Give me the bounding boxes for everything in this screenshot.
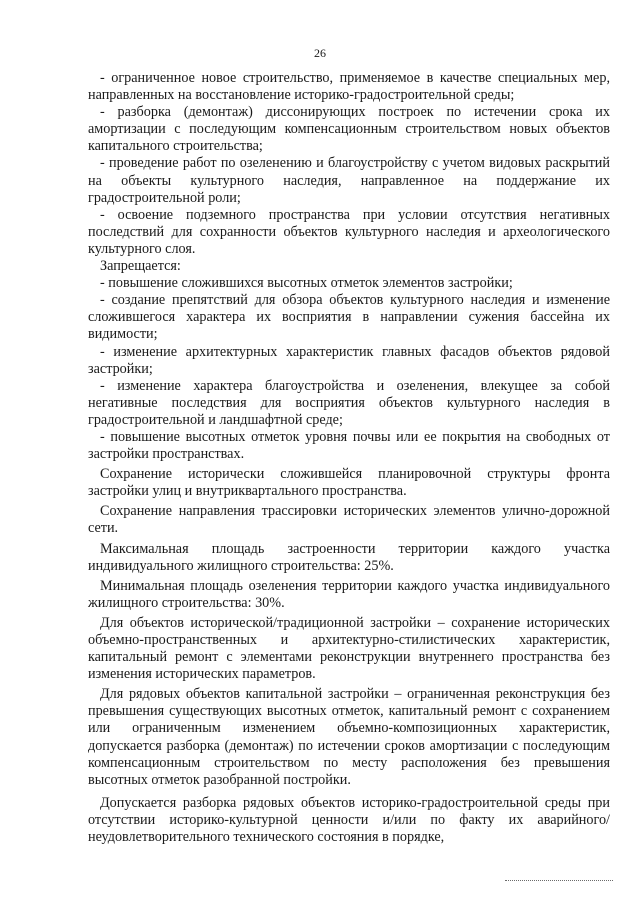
paragraph: - изменение характера благоустройства и озеленения, влекущее за собой негативные последствия для восприятия объектов культурного наследия в градостроительной и ландшафтной среде; [88, 377, 610, 428]
paragraph: - изменение архитектурных характеристик главных фасадов объектов рядовой застройки; [88, 343, 610, 377]
paragraph: Для рядовых объектов капитальной застройки – ограниченная реконструкция без превышения существующих высотных отметок, капитальный ремонт с сохранением или ограниченным изменением объемно-композиционных характеристик, допускается разборка (демонтаж) по истечении сроков амортизации с последующим компенсационным строительством по месту расположения без превышения высотных отметок разобранной постройки. [88, 686, 610, 788]
paragraph: - разборка (демонтаж) диссонирующих построек по истечении срока их амортизации с последующим компенсационным строительством новых объектов капитального строительства; [88, 104, 610, 155]
paragraph: - создание препятствий для обзора объектов культурного наследия и изменение сложившегося характера их восприятия в направлении сужения бассейна их видимости; [88, 292, 610, 343]
paragraph: Максимальная площадь застроенности территории каждого участка индивидуального жилищного строительства: 25%. [88, 540, 610, 574]
paragraph: Для объектов исторической/традиционной застройки – сохранение исторических объемно-пространственных и архитектурно-стилистических характеристик, капитальный ремонт с элементами реконструкции внутреннего пространства без изменения исторических параметров. [88, 614, 610, 683]
paragraph: Допускается разборка рядовых объектов историко-градостроительной среды при отсутствии историко-культурной ценности и/или по факту их аварийного/неудовлетворительного технического состояния в порядке, [88, 794, 610, 846]
paragraph: Минимальная площадь озеленения территории каждого участка индивидуального жилищного строительства: 30%. [88, 577, 610, 611]
paragraph: Сохранение направления трассировки исторических элементов улично-дорожной сети. [88, 503, 610, 537]
paragraph: - повышение высотных отметок уровня почвы или ее покрытия на свободных от застройки пространствах. [88, 428, 610, 463]
footer-rule [505, 880, 613, 881]
document-body [88, 70, 610, 846]
paragraph: - проведение работ по озеленению и благоустройству с учетом видовых раскрытий на объекты культурного наследия, направленное на поддержание их градостроительной роли; [88, 155, 610, 206]
paragraph: Сохранение исторически сложившейся планировочной структуры фронта застройки улиц и внутриквартального пространства. [88, 466, 610, 500]
paragraph: - повышение сложившихся высотных отметок элементов застройки; [100, 275, 513, 292]
page-number: 26 [314, 46, 326, 60]
paragraph: - освоение подземного пространства при условии отсутствия негативных последствий для сохранности объектов культурного наследия и археологического культурного слоя. [88, 206, 610, 257]
paragraph: - ограниченное новое строительство, применяемое в качестве специальных мер, направленных на восстановление историко-градостроительной среды; [88, 70, 610, 104]
paragraph: Запрещается: [100, 258, 181, 275]
